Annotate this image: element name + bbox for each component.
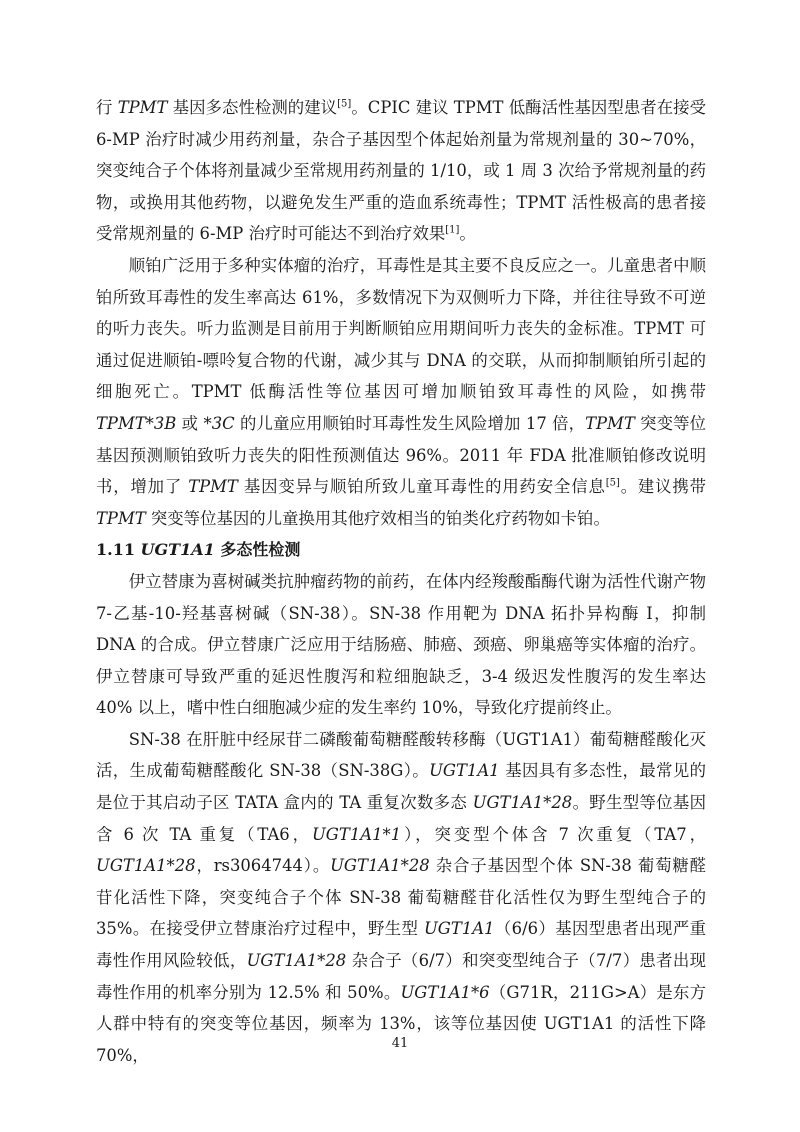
citation-ref: [5] [337,98,352,110]
gene-symbol: TPMT [585,413,635,433]
gene-symbol: UGT1A1 [423,919,495,939]
text-run: ，rs3064744）。 [195,856,331,876]
gene-symbol: UGT1A1*1 [311,824,402,844]
text-run: 行 [96,98,118,117]
section-gene: UGT1A1 [140,540,215,560]
citation-ref: [1] [445,224,460,236]
gene-symbol: UGT1A1*28 [330,856,430,876]
paragraph-irinotecan [96,566,706,724]
page-number: 41 [391,1036,409,1051]
gene-symbol: UGT1A1*28 [96,856,196,876]
text-run: 基因具有多态性，最常见的是位于其启动子区 TATA 盒内的 TA 重复次数多态 [96,761,706,813]
gene-symbol: TPMT [117,98,168,117]
section-number: 1.11 [96,540,135,560]
gene-symbol: *3C [203,413,235,433]
text-run: 突变等位基因预测顺铂致听力丧失的阳性预测值达 96%。2011 年 FDA 批准顺铂修改说明书，增加了 [96,413,706,497]
text-run: 。野生型等位基因含 6 次 TA 重复（TA6， [96,793,706,844]
text-run: 杂合子（6/7）和突变型纯合子（7/7）患者出现毒性作用的机率分别为 12.5% 和 50%。 [96,951,707,1002]
text-run: 的儿童应用顺铂时耳毒性发生风险增加 17 倍， [234,413,586,433]
text-run: ），突变型个体含 7 次重复（TA7， [401,824,706,844]
section-title: 多态性检测 [214,540,301,560]
text-run: 。 [459,224,476,244]
gene-symbol: TPMT*3B [96,413,177,433]
paragraph-sn38-glucuronidation [96,724,706,1072]
text-run: 杂合子基因型个体 SN-38 葡萄糖醛苷化活性下降，突变纯合子个体 SN-38 葡萄糖醛苷化活性仅为野生型纯合子的 35%。在接受伊立替康治疗过程中，野生型 [96,856,706,939]
text-run: 或 [176,413,204,433]
text-run: （6/6）基因型患者出现严重毒性作用风险较低， [96,919,706,971]
gene-symbol: UGT1A1*6 [400,982,490,1002]
text-run: 。CPIC 建议 TPMT 低酶活性基因型患者在接受 6-MP 治疗时减少用药剂量，杂合子基因型个体起始剂量为常规剂量的 30~70%，突变纯合子个体将剂量减少至常规用药剂量的 1/10，或 1 周 3 次给予常规剂量的药物，或换用其他药物，以避免发生严重的造血系统毒性；TPMT 活性极高的患者接受常规剂量的 6-MP 治疗时可能达不到治疗效果 [96,98,706,244]
gene-symbol: UGT1A1*28 [472,793,573,813]
text-run: 基因变异与顺铂所致儿童耳毒性的用药安全信息 [237,477,606,497]
text-run: SN-38 在肝脏中经尿苷二磷酸葡萄糖醛酸转移酶（UGT1A1）葡萄糖醛酸化灭活，生成葡萄糖醛酸化 SN-38（SN-38G）。 [96,729,706,781]
gene-symbol: UGT1A1*28 [246,951,347,971]
text-run: 伊立替康为喜树碱类抗肿瘤药物的前药，在体内经羧酸酯酶代谢为活性代谢产物 7-乙基-10-羟基喜树碱（SN-38）。SN-38 作用靶为 DNA 拓扑异构酶 I，抑制 DNA 的合成。伊立替康广泛应用于结肠癌、肺癌、颈癌、卵巢癌等实体瘤的治疗。伊立替康可导致严重的延迟性腹泻和粒细胞缺乏，3-4 级迟发性腹泻的发生率达 40% 以上，嗜中性白细胞减少症的发生率约 10%，导致化疗提前终止。 [96,571,706,718]
text-run: 突变等位基因的儿童换用其他疗效相当的铂类化疗药物如卡铂。 [145,508,610,528]
text-run: 顺铂广泛用于多种实体瘤的治疗，耳毒性是其主要不良反应之一。儿童患者中顺铂所致耳毒性的发生率高达 61%，多数情况下为双侧听力下降，并往往导致不可逆的听力丧失。听力监测是目前用于判断顺铂应用期间听力丧失的金标准。TPMT 可通过促进顺铂-嘌呤复合物的代谢，减少其与 DNA 的交联，从而抑制顺铂所引起的细胞死亡。TPMT 低酶活性等位基因可增加顺铂致耳毒性的风险，如携带 [96,255,706,402]
section-heading-ugt1a1 [96,534,706,566]
gene-symbol: TPMT [96,508,146,528]
citation-ref: [5] [605,477,620,489]
text-run: （G71R，211G>A）是东方人群中特有的突变等位基因，频率为 13%，该等位基因使 UGT1A1 的活性下降 70%， [96,982,706,1065]
text-run: 。建议携带 [619,477,706,497]
paragraph-tpmt-recommendation [96,92,706,250]
document-page [96,92,706,1071]
text-run: 基因多态性检测的建议 [167,98,338,117]
paragraph-cisplatin-ototoxicity [96,250,706,534]
gene-symbol: TPMT [188,477,238,497]
gene-symbol: UGT1A1 [429,761,500,781]
